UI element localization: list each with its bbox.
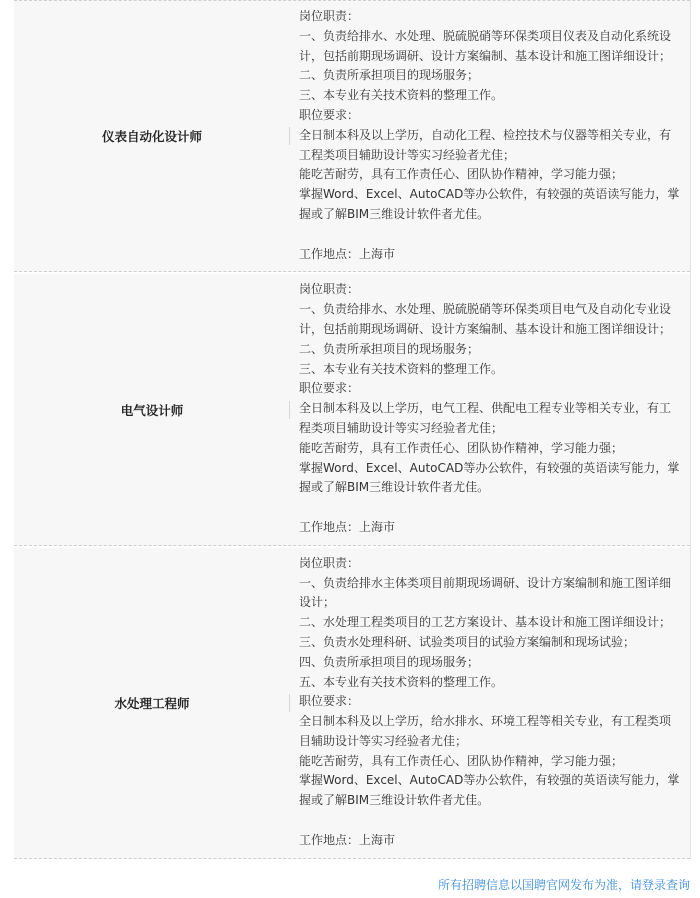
work-location: 工作地点：上海市 (299, 519, 396, 534)
duty-item: 三、负责水处理科研、试验类项目的试验方案编制和现场试验； (299, 634, 636, 649)
job-table (14, 0, 691, 859)
work-location: 工作地点：上海市 (299, 832, 396, 847)
job-row (14, 0, 690, 272)
duty-item: 一、负责给排水、水处理、脱硫脱硝等环保类项目电气及自动化专业设计，包括前期现场调研、设计方案编制、基本设计和施工图详细设计； (299, 302, 672, 336)
job-title-cell (14, 274, 290, 544)
requirement-item: 掌握Word、Excel、AutoCAD等办公软件，有较强的英语读写能力，掌握或了解BIM三维设计软件者尤佳。 (299, 187, 680, 221)
job-title: 水处理工程师 (114, 695, 190, 711)
requirement-item: 掌握Word、Excel、AutoCAD等办公软件，有较强的英语读写能力，掌握或了解BIM三维设计软件者尤佳。 (299, 773, 680, 808)
job-title-cell (14, 548, 290, 858)
duties-label: 岗位职责： (299, 555, 360, 570)
requirement-item: 能吃苦耐劳，具有工作责任心、团队协作精神，学习能力强； (299, 440, 624, 455)
job-title: 仪表自动化设计师 (101, 129, 202, 145)
requirement-item: 全日制本科及以上学历，自动化工程、检控技术与仪器等相关专业，有工程类项目辅助设计等实习经验者尤佳； (299, 127, 672, 162)
requirement-item: 能吃苦耐劳，具有工作责任心、团队协作精神，学习能力强； (299, 167, 624, 182)
work-location: 工作地点：上海市 (299, 246, 396, 261)
blank-line (299, 498, 680, 518)
duties-label: 岗位职责： (299, 9, 360, 23)
duty-item: 三、本专业有关技术资料的整理工作。 (299, 361, 504, 376)
requirement-item: 掌握Word、Excel、AutoCAD等办公软件，有较强的英语读写能力，掌握或了解BIM三维设计软件者尤佳。 (299, 460, 680, 495)
blank-line (299, 811, 680, 831)
job-description (290, 274, 690, 544)
duty-item: 四、负责所承担项目的现场服务； (299, 654, 480, 669)
job-title-cell (14, 1, 290, 271)
requirement-item: 能吃苦耐劳，具有工作责任心、团队协作精神，学习能力强； (299, 753, 624, 768)
duty-item: 一、负责给排水、水处理、脱硫脱硝等环保类项目仪表及自动化系统设计，包括前期现场调研、设计方案编制、基本设计和施工图详细设计； (299, 28, 672, 63)
duty-item: 三、本专业有关技术资料的整理工作。 (299, 88, 504, 103)
job-description (290, 1, 690, 271)
job-title: 电气设计师 (120, 402, 184, 418)
duty-item: 一、负责给排水主体类项目前期现场调研、设计方案编制和施工图详细设计； (299, 575, 672, 610)
requirement-item: 全日制本科及以上学历，给水排水、环境工程等相关专业，有工程类项目辅助设计等实习经验者尤佳； (299, 714, 672, 748)
recruitment-notice-link[interactable]: 所有招聘信息以国聘官网发布为准，请登录查询 (437, 878, 690, 892)
blank-line (299, 225, 680, 245)
requirement-item: 全日制本科及以上学历，电气工程、供配电工程专业等相关专业，有工程类项目辅助设计等实习经验者尤佳； (299, 401, 672, 435)
job-description (290, 548, 690, 858)
duty-item: 五、本专业有关技术资料的整理工作。 (299, 674, 504, 689)
requirements-label: 职位要求： (299, 107, 360, 122)
requirements-label: 职位要求： (299, 694, 360, 709)
duty-item: 二、负责所承担项目的现场服务； (299, 68, 480, 83)
job-row (14, 274, 690, 545)
job-row (14, 548, 690, 859)
duties-label: 岗位职责： (299, 282, 360, 297)
duty-item: 二、负责所承担项目的现场服务； (299, 341, 480, 356)
duty-item: 二、水处理工程类项目的工艺方案设计、基本设计和施工图详细设计； (299, 615, 672, 630)
requirements-label: 职位要求： (299, 381, 360, 396)
